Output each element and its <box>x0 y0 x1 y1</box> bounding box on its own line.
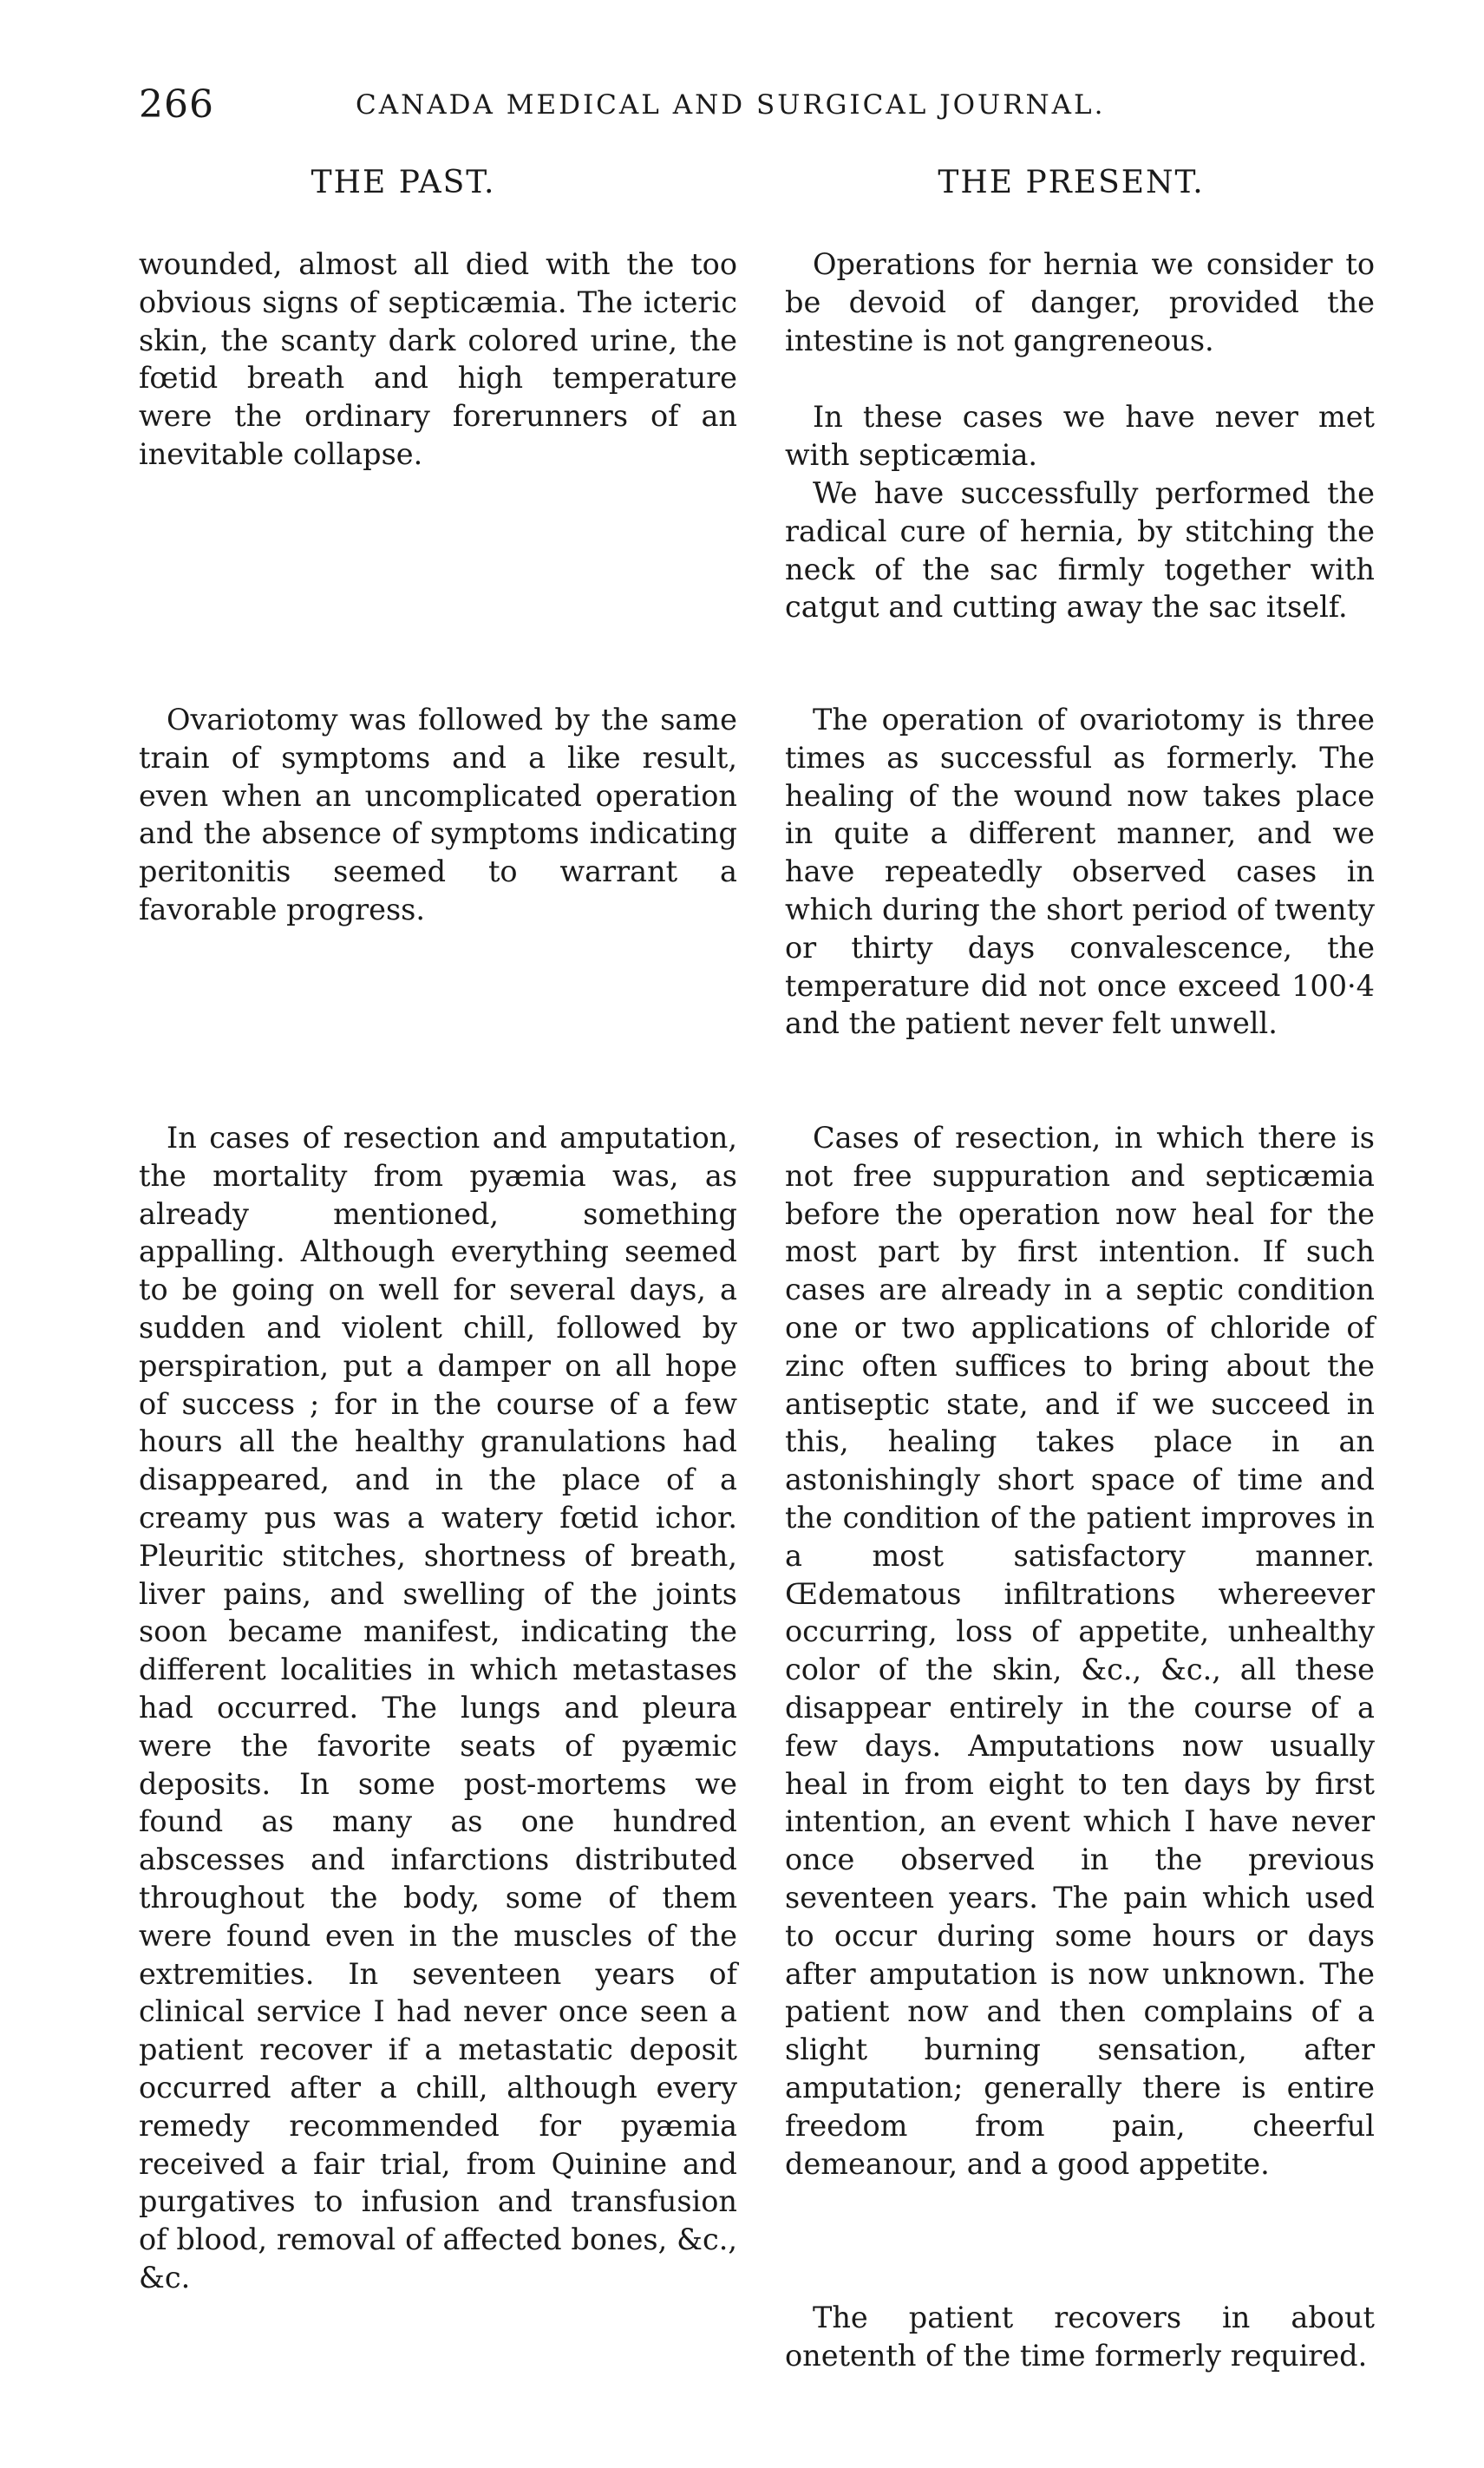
past-paragraph-resection: In cases of resection and amputation, the mortality from pyæmia was, as already mentioned, something appalling. Although everything seemed to be going on well for several days, a sudden and violent chill, followed by perspiration, put a damper on all hope of success ; for in the course of a few hours all the healthy granulations had disappeared, and in the place of a creamy pus was a watery fœtid ichor. Pleuritic stitches, shortness of breath, liver pains, and swelling of the joints soon became manifest, indicating the different localities in which metastases had occurred. The lungs and pleura were the favorite seats of pyæmic deposits. In some post-mortems we found as many as one hundred abscesses and infarctions distributed throughout the body, some of them were found even in the muscles of the extremities. In seventeen years of clinical service I had never once seen a patient recover if a metastatic deposit occurred after a chill, although every remedy recommended for pyæmia received a fair trial, from Quinine and purgatives to infusion and transfusion of blood, removal of affected bones, &c., &c. <box>139 1121 737 2295</box>
past-column-heading: THE PAST. <box>311 165 496 200</box>
running-head <box>139 82 1379 134</box>
present-paragraph-ovariotomy: The operation of ovariotomy is three times as successful as formerly. The healing of the wound now takes place in quite a different manner, and we have repeatedly observed cases in which during the short period of twenty or thirty days convalescence, the temperature did not once exceed 100·4 and the patient never felt unwell. <box>785 703 1375 1041</box>
present-paragraph-hernia: Operations for hernia we consider to be devoid of danger, provided the intestine is not gangreneous. <box>785 247 1375 357</box>
past-paragraph-septicaemia: wounded, almost all died with the too obvious signs of septicæmia. The icteric skin, the scanty dark colored urine, the fœtid breath and high temperature were the ordinary forerunners of an inevitable collapse. <box>139 247 737 471</box>
past-paragraph-ovariotomy: Ovariotomy was followed by the same train of symptoms and a like result, even when an uncomplicated operation and the absence of symptoms indicating peritonitis seemed to warrant a favorable progress. <box>139 703 737 926</box>
present-paragraph-resection: Cases of resection, in which there is not free suppuration and septicæmia before the operation now heal for the most part by first intention. If such cases are already in a septic condition one or two applications of chloride of zinc often suffices to bring about the antiseptic state, and if we succeed in this, healing takes place in an astonishingly short space of time and the condition of the patient improves in a most satisfactory manner. Œdematous infiltrations whereever occurring, loss of appetite, unhealthy color of the skin, &c., &c., all these disappear entirely in the course of a few days. Amputations now usually heal in from eight to ten days by first intention, an event which I have never once observed in the previous seventeen years. The pain which used to occur during some hours or days after amputation is now unknown. The patient now and then complains of a slight burning sensation, after amputation; generally there is entire freedom from pain, cheerful demeanour, and a good appetite. <box>785 1121 1375 2181</box>
present-paragraph-radical-cure: We have successfully performed the radical cure of hernia, by stitching the neck of the sac firmly together with catgut and cutting away the sac itself. <box>785 476 1375 625</box>
present-column-heading: THE PRESENT. <box>938 165 1205 200</box>
present-paragraph-no-septicaemia: In these cases we have never met with septicæmia. <box>785 400 1375 472</box>
journal-title: CANADA MEDICAL AND SURGICAL JOURNAL. <box>356 89 1106 121</box>
present-paragraph-recovery: The patient recovers in about onetenth of the time formerly required. <box>785 2301 1375 2373</box>
page-number: 266 <box>139 82 214 127</box>
